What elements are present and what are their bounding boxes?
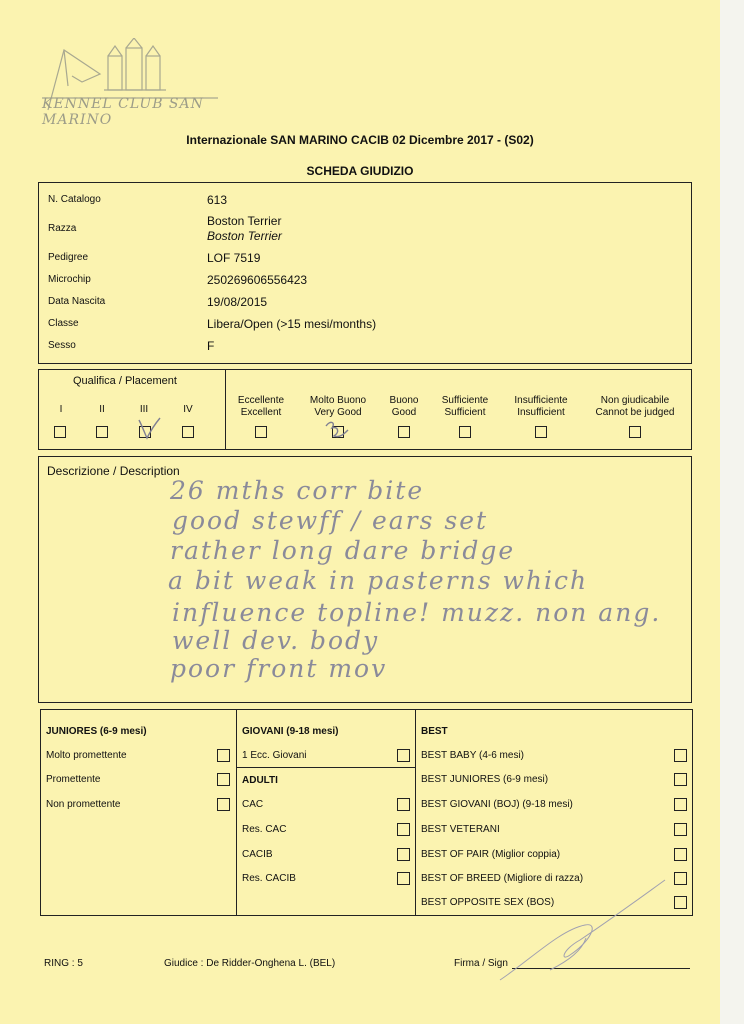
- best-item-1-label: BEST BABY (4-6 mesi): [421, 750, 524, 761]
- grade-good-checkbox[interactable]: [398, 426, 410, 438]
- label-breed: Razza: [48, 223, 77, 234]
- handwritten-line-1: 26 mths corr bite: [170, 476, 425, 505]
- event-title: Internazionale SAN MARINO CACIB 02 Dicembre 2017 - (S02): [186, 133, 534, 147]
- value-breed: Boston Terrier: [207, 214, 282, 228]
- ring-number: RING : 5: [44, 958, 83, 969]
- juniores-item-3-checkbox[interactable]: [217, 798, 230, 811]
- label-microchip: Microchip: [48, 274, 91, 285]
- value-class: Libera/Open (>15 mesi/months): [207, 317, 377, 331]
- juniores-item-1-checkbox[interactable]: [217, 749, 230, 762]
- juniores-item-3-label: Non promettente: [46, 799, 121, 810]
- value-breed-en: Boston Terrier: [207, 229, 282, 243]
- judge-name: Giudice : De Ridder-Onghena L. (BEL): [164, 958, 336, 969]
- adulti-item-3-checkbox[interactable]: [397, 848, 410, 861]
- adulti-item-3-label: CACIB: [242, 849, 273, 860]
- best-item-4-checkbox[interactable]: [674, 823, 687, 836]
- adulti-item-1-checkbox[interactable]: [397, 798, 410, 811]
- value-pedigree: LOF 7519: [207, 251, 261, 265]
- best-item-2-label: BEST JUNIORES (6-9 mesi): [421, 774, 549, 785]
- adulti-item-4-label: Res. CACIB: [242, 873, 296, 884]
- signature-label: Firma / Sign: [454, 958, 508, 969]
- adulti-item-4-checkbox[interactable]: [397, 872, 410, 885]
- label-pedigree: Pedigree: [48, 252, 89, 263]
- adulti-item-1-label: CAC: [242, 799, 264, 810]
- placement-label-2: II: [99, 404, 105, 415]
- logo-text: KENNEL CLUB SAN MARINO: [42, 96, 204, 128]
- grade-excellent-checkbox[interactable]: [255, 426, 267, 438]
- grade-insufficient-checkbox[interactable]: [535, 426, 547, 438]
- placement-label-4: IV: [183, 404, 193, 415]
- giovani-title: GIOVANI (9-18 mesi): [242, 726, 339, 737]
- best-item-7-checkbox[interactable]: [674, 896, 687, 909]
- label-catalogue: N. Catalogo: [48, 194, 101, 205]
- handwritten-line-4: a bit weak in pasterns which: [168, 566, 589, 595]
- label-birth-date: Data Nascita: [48, 296, 106, 307]
- handwritten-line-3: rather long dare bridge: [170, 536, 516, 565]
- description-label: Descrizione / Description: [47, 464, 180, 478]
- placement-title: Qualifica / Placement: [73, 375, 177, 387]
- grade-excellent-label: Eccellente Excellent: [237, 395, 285, 418]
- handwritten-line-7: poor front mov: [170, 654, 388, 683]
- giovani-adulti-separator: [236, 767, 415, 768]
- best-item-3-label: BEST GIOVANI (BOJ) (9-18 mesi): [421, 799, 573, 810]
- handwritten-line-5: influence topline! muzz. non ang.: [172, 598, 662, 627]
- best-item-7-label: BEST OPPOSITE SEX (BOS): [421, 897, 555, 908]
- giovani-item-1-checkbox[interactable]: [397, 749, 410, 762]
- kennel-club-logo: [38, 38, 228, 128]
- label-sex: Sesso: [48, 340, 76, 351]
- juniores-title: JUNIORES (6-9 mesi): [46, 726, 147, 737]
- handwritten-line-6: well dev. body: [172, 626, 380, 655]
- placement-4-checkbox[interactable]: [182, 426, 194, 438]
- adulti-item-2-checkbox[interactable]: [397, 823, 410, 836]
- juniores-item-2-label: Promettente: [46, 774, 101, 785]
- value-sex: F: [207, 339, 215, 353]
- awards-divider-2: [415, 709, 416, 916]
- juniores-item-2-checkbox[interactable]: [217, 773, 230, 786]
- label-class: Classe: [48, 318, 79, 329]
- placement-1-checkbox[interactable]: [54, 426, 66, 438]
- giovani-item-1-label: 1 Ecc. Giovani: [242, 750, 307, 761]
- value-catalogue: 613: [207, 193, 228, 207]
- awards-divider-1: [236, 709, 237, 916]
- value-birth-date: 19/08/2015: [207, 295, 268, 309]
- juniores-item-1-label: Molto promettente: [46, 750, 127, 761]
- grade-sufficient-checkbox[interactable]: [459, 426, 471, 438]
- adulti-title: ADULTI: [242, 775, 278, 786]
- best-item-5-label: BEST OF PAIR (Miglior coppia): [421, 849, 561, 860]
- grade-cannot-judge-label: Non giudicabile Cannot be judged: [595, 395, 675, 418]
- value-microchip: 250269606556423: [207, 273, 308, 287]
- best-title: BEST: [421, 726, 448, 737]
- placement-label-3: III: [139, 404, 149, 415]
- grade-cannot-judge-checkbox[interactable]: [629, 426, 641, 438]
- dog-info-box: [38, 182, 692, 364]
- best-item-4-label: BEST VETERANI: [421, 824, 500, 835]
- placement-2-checkbox[interactable]: [96, 426, 108, 438]
- best-item-3-checkbox[interactable]: [674, 798, 687, 811]
- judge-signature: [490, 870, 670, 990]
- page-edge: [720, 0, 744, 1024]
- placement-label-1: I: [59, 404, 63, 415]
- best-item-2-checkbox[interactable]: [674, 773, 687, 786]
- handwritten-line-2: good stewff / ears set: [172, 506, 489, 535]
- best-item-6-label: BEST OF BREED (Migliore di razza): [421, 873, 584, 884]
- grade-insufficient-label: Insufficiente Insufficient: [514, 395, 568, 418]
- best-item-1-checkbox[interactable]: [674, 749, 687, 762]
- placement-3-check-mark: [133, 416, 163, 442]
- grade-very-good-label: Molto Buono Very Good: [309, 395, 367, 418]
- form-title: SCHEDA GIUDIZIO: [306, 164, 414, 178]
- adulti-item-2-label: Res. CAC: [242, 824, 287, 835]
- best-item-6-checkbox[interactable]: [674, 872, 687, 885]
- grade-good-label: Buono Good: [389, 395, 419, 418]
- grade-sufficient-label: Sufficiente Sufficient: [441, 395, 489, 418]
- grade-very-good-check-mark: [322, 416, 352, 442]
- best-item-5-checkbox[interactable]: [674, 848, 687, 861]
